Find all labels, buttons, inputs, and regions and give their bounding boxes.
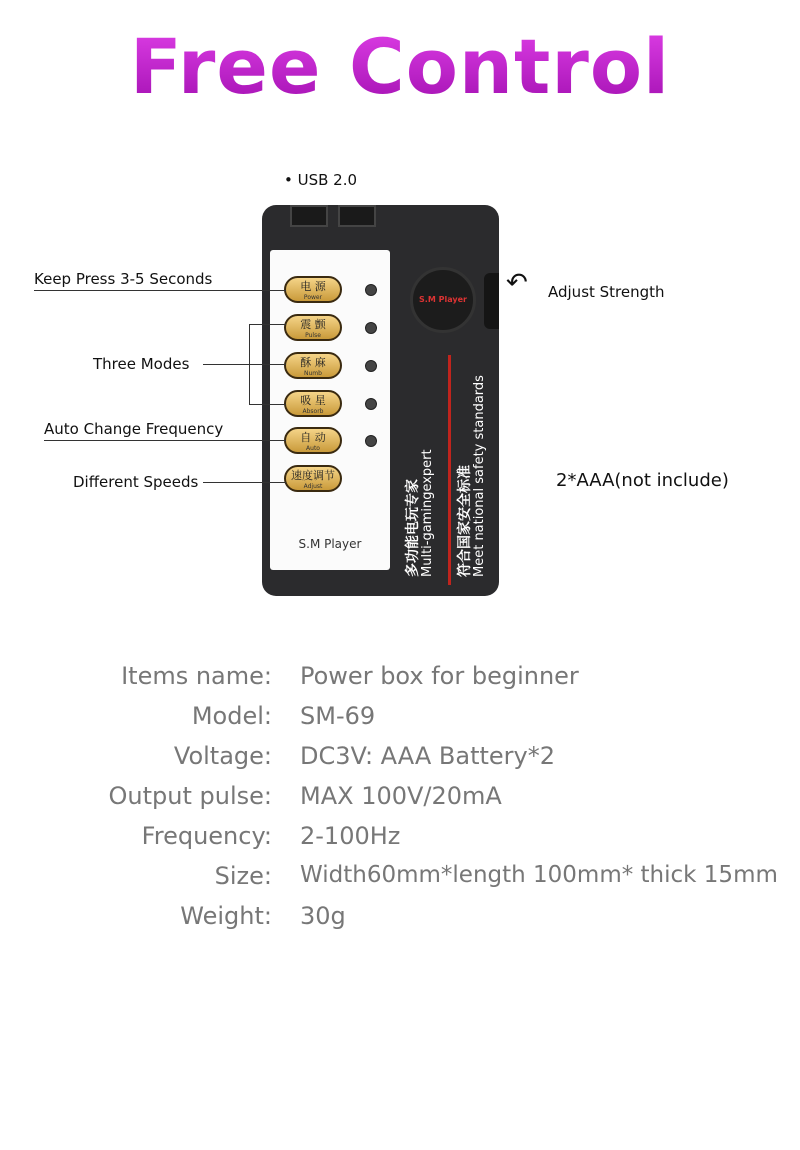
curved-arrow-icon: ↶ <box>506 268 528 298</box>
usb-label: • USB 2.0 <box>284 171 358 189</box>
knob-wheel <box>484 273 499 329</box>
page-title: Free Control <box>0 22 800 111</box>
spec-value: 2-100Hz <box>300 822 401 850</box>
callout-power: Keep Press 3-5 Seconds <box>34 270 213 288</box>
spec-key: Output pulse: <box>108 782 272 810</box>
led-indicator <box>365 435 377 447</box>
callout-line <box>203 482 286 483</box>
button-cn: 震 颤 <box>300 318 326 331</box>
button-cn: 酥 麻 <box>300 356 326 369</box>
callout-modes: Three Modes <box>93 355 190 373</box>
absorb-button[interactable] <box>284 390 342 417</box>
bracket-line <box>249 404 286 405</box>
numb-button[interactable] <box>284 352 342 379</box>
led-indicator <box>365 398 377 410</box>
spec-value: MAX 100V/20mA <box>300 782 502 810</box>
button-en: Power <box>303 294 323 301</box>
callout-battery: 2*AAA(not include) <box>556 470 729 491</box>
pulse-button[interactable] <box>284 314 342 341</box>
callout-strength: Adjust Strength <box>548 283 665 301</box>
output-port <box>338 205 376 227</box>
callout-line <box>34 290 286 291</box>
spec-key: Weight: <box>180 902 272 930</box>
spec-value: SM-69 <box>300 702 376 730</box>
led-indicator <box>365 322 377 334</box>
brand-label: S.M Player <box>298 537 362 551</box>
button-cn: 吸 星 <box>300 394 326 407</box>
slogan-en-2: Meet national safety standards <box>472 375 487 577</box>
auto-button[interactable] <box>284 427 342 454</box>
button-cn: 速度调节 <box>291 469 335 482</box>
led-indicator <box>365 360 377 372</box>
button-cn: 自 动 <box>300 431 326 444</box>
spec-key: Frequency: <box>141 822 272 850</box>
output-port <box>290 205 328 227</box>
power-button[interactable] <box>284 276 342 303</box>
button-en: Absorb <box>302 408 324 415</box>
callout-speed: Different Speeds <box>73 473 199 491</box>
usb-text: USB 2.0 <box>297 171 358 189</box>
button-en: Pulse <box>305 332 321 339</box>
bracket-line <box>249 324 286 325</box>
button-en: Numb <box>304 370 322 377</box>
spec-key: Voltage: <box>173 742 272 770</box>
callout-line <box>44 440 286 441</box>
slogan-cn-1: 多功能电玩专家 <box>405 479 421 577</box>
callout-line <box>203 364 249 365</box>
spec-value: Power box for beginner <box>300 662 579 690</box>
adjust-button[interactable] <box>284 465 342 492</box>
spec-key: Model: <box>191 702 272 730</box>
led-indicator <box>365 284 377 296</box>
spec-key: Items name: <box>121 662 272 690</box>
spec-value: DC3V: AAA Battery*2 <box>300 742 555 770</box>
power-box-device <box>262 205 499 596</box>
button-en: Adjust <box>303 483 323 490</box>
strength-knob[interactable]: S.M Player <box>410 267 476 333</box>
spec-value: 30g <box>300 902 346 930</box>
spec-value: Width60mm*length 100mm* thick 15mm <box>300 862 778 888</box>
callout-auto: Auto Change Frequency <box>44 420 224 438</box>
red-stripe <box>448 355 451 585</box>
slogan-cn-2: 符合国家安全标准 <box>457 465 473 577</box>
button-cn: 电 源 <box>300 280 326 293</box>
bracket-line <box>249 364 286 365</box>
button-en: Auto <box>306 445 320 452</box>
spec-key: Size: <box>214 862 272 890</box>
slogan-en-1: Multi-gamingexpert <box>420 449 435 577</box>
button-panel <box>270 250 390 570</box>
